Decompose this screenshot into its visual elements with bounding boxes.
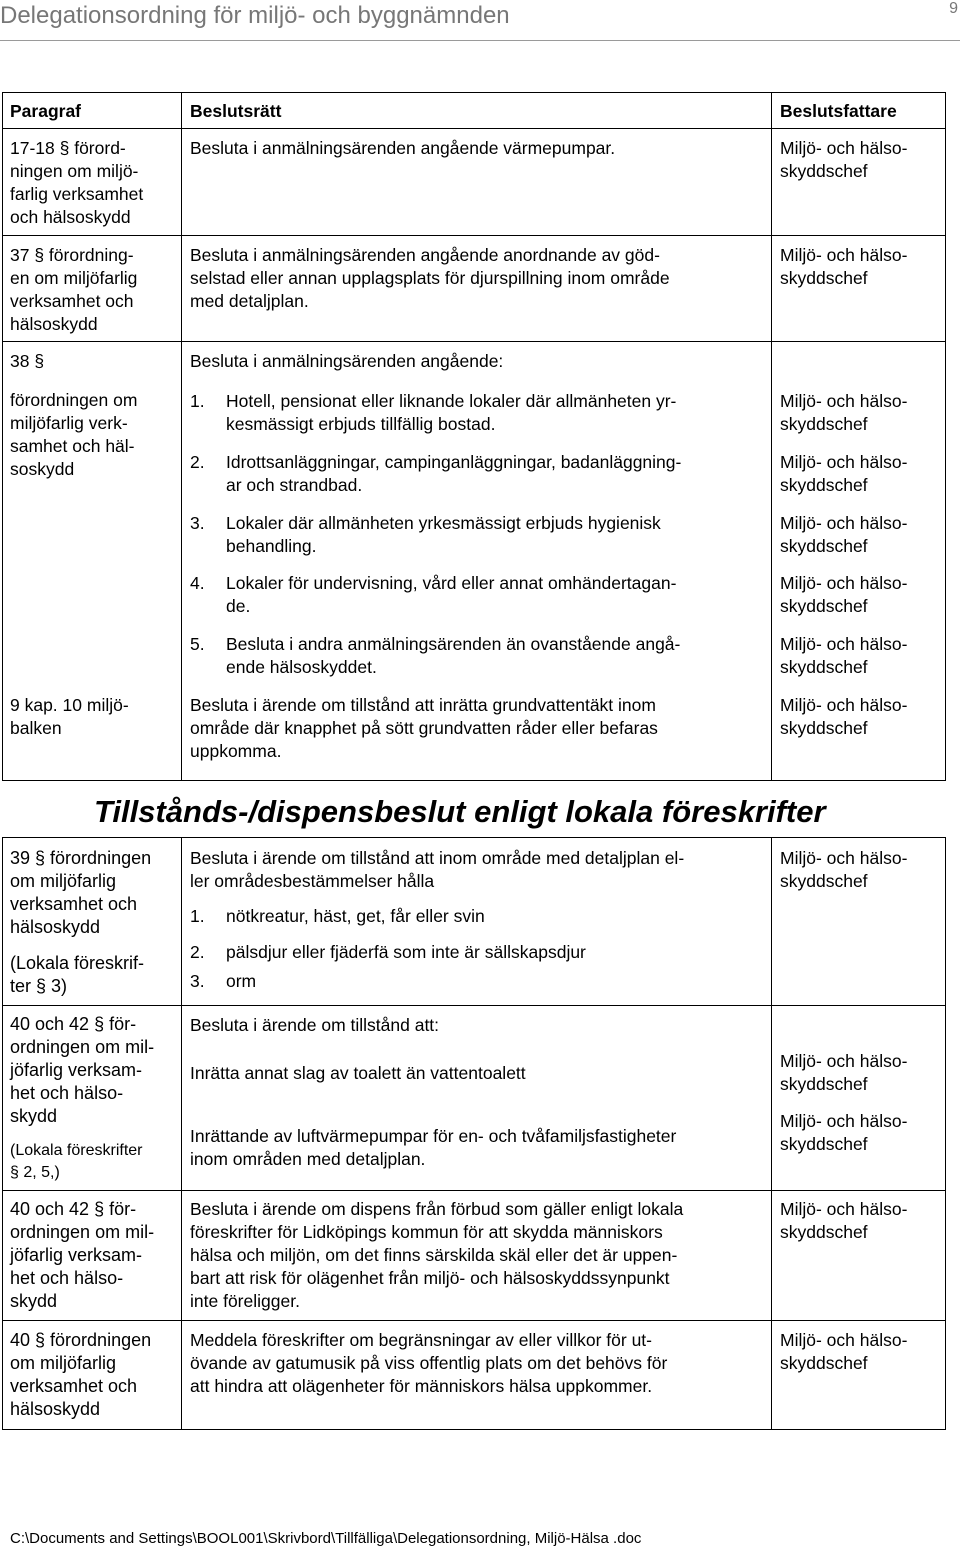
row-1-beslutsfattare: Miljö- och hälso- skyddschef bbox=[780, 138, 908, 181]
list-item-text: Idrottsanläggningar, campinganläggningar, badanläggning- ar och strandbad. bbox=[226, 452, 682, 495]
table-2-row-2-paragraf: 40 och 42 § för- ordningen om mil- jöfarlig verksam- het och hälso- skydd bbox=[10, 1014, 155, 1126]
table-1-col-divider-1 bbox=[181, 92, 182, 781]
row-2-beslutsfattare: Miljö- och hälso- skyddschef bbox=[780, 245, 908, 288]
list-item-number: 5. bbox=[190, 634, 205, 654]
table-1-col-divider-2 bbox=[771, 92, 772, 781]
table-2-row-2-sub-1-text: Inrätta annat slag av toalett än vattentoalett bbox=[190, 1063, 526, 1083]
list-item-number: 2. bbox=[190, 942, 205, 962]
list-item-number: 4. bbox=[190, 573, 205, 593]
list-item bbox=[190, 451, 765, 497]
table-2-row-3-paragraf: 40 och 42 § för- ordningen om mil- jöfarlig verksam- het och hälso- skydd bbox=[10, 1199, 155, 1311]
row-3-grundvatten-beslutsfattare: Miljö- och hälso- skyddschef bbox=[780, 695, 908, 738]
list-item-beslutsfattare: Miljö- och hälso- skyddschef bbox=[780, 452, 908, 495]
list-item-number: 1. bbox=[190, 391, 205, 411]
list-item-text: Lokaler för undervisning, vård eller annat omhändertagan- de. bbox=[226, 573, 677, 616]
row-3-paragraf-miljobalken: 9 kap. 10 miljö- balken bbox=[10, 695, 129, 738]
list-item bbox=[190, 390, 765, 436]
table-2-row-divider-1 bbox=[2, 1005, 946, 1006]
list-item-beslutsfattare: Miljö- och hälso- skyddschef bbox=[780, 513, 908, 556]
table-2-row-divider-3 bbox=[2, 1320, 946, 1321]
row-1-paragraf: 17-18 § förord- ningen om miljö- farlig verksamhet och hälsoskydd bbox=[10, 138, 144, 227]
section-heading: Tillstånds-/dispensbeslut enligt lokala föreskrifter bbox=[94, 794, 826, 829]
column-header-paragraf: Paragraf bbox=[10, 101, 82, 121]
list-item-text: pälsdjur eller fjäderfä som inte är sällskapsdjur bbox=[226, 942, 586, 962]
table-2-row-2-sub-2-beslutsfattare: Miljö- och hälso- skyddschef bbox=[780, 1111, 908, 1154]
column-header-beslutsfattare: Beslutsfattare bbox=[780, 101, 897, 121]
table-2-col-divider-2 bbox=[771, 837, 772, 1430]
list-item-number: 3. bbox=[190, 513, 205, 533]
list-item bbox=[190, 572, 765, 618]
document-title: Delegationsordning för miljö- och byggnämnden bbox=[0, 2, 510, 29]
table-2-row-2-sub-2-text: Inrättande av luftvärmepumpar för en- och tvåfamiljsfastigheter inom områden med detaljplan. bbox=[190, 1126, 677, 1169]
row-2-paragraf: 37 § förordning- en om miljöfarlig verksamhet och hälsoskydd bbox=[10, 245, 138, 334]
list-item bbox=[190, 512, 765, 558]
list-item-text: nötkreatur, häst, get, får eller svin bbox=[226, 906, 485, 926]
column-header-beslutsratt: Beslutsrätt bbox=[190, 101, 282, 121]
table-1-row-divider-2 bbox=[2, 341, 946, 342]
list-item bbox=[190, 633, 765, 679]
list-item-beslutsfattare: Miljö- och hälso- skyddschef bbox=[780, 391, 908, 434]
list-item-text: Lokaler där allmänheten yrkesmässigt erbjuds hygienisk behandling. bbox=[226, 513, 661, 556]
list-item bbox=[190, 970, 765, 994]
row-2-beslutsratt: Besluta i anmälningsärenden angående anordnande av göd- selstad eller annan upplagsplats för djurspillning inom område med detaljplan. bbox=[190, 245, 670, 311]
table-2-row-divider-2 bbox=[2, 1190, 946, 1191]
list-item-number: 3. bbox=[190, 971, 205, 991]
table-1-header-divider bbox=[2, 128, 946, 129]
table-2-row-1-text: Besluta i ärende om tillstånd att inom område med detaljplan el- ler områdesbestämmelser hålla bbox=[190, 848, 685, 891]
list-item-text: Hotell, pensionat eller liknande lokaler där allmänheten yr- kesmässigt erbjuds tillfällig bostad. bbox=[226, 391, 677, 434]
table-2-row-2-intro: Besluta i ärende om tillstånd att: bbox=[190, 1015, 440, 1035]
table-2-row-2-note: (Lokala föreskrifter § 2, 5,) bbox=[10, 1142, 143, 1181]
list-item bbox=[190, 905, 765, 929]
list-item-text: Besluta i andra anmälningsärenden än ovanstående angå- ende hälsoskyddet. bbox=[226, 634, 681, 677]
page-number: 9 bbox=[949, 0, 958, 17]
list-item bbox=[190, 941, 765, 965]
row-3-grundvatten-text: Besluta i ärende om tillstånd att inrätta grundvattentäkt inom område där knapphet på sött grundvatten råder eller befaras uppkomma. bbox=[190, 695, 658, 761]
table-2-row-1-note: (Lokala föreskrif- ter § 3) bbox=[10, 953, 145, 996]
table-2-row-4-text: Meddela föreskrifter om begränsningar av eller villkor för ut- övande av gatumusik på viss offentlig plats om det behövs för att hindra att olägenheter för människors hälsa uppkommer. bbox=[190, 1330, 668, 1396]
table-2-row-1-beslutsfattare: Miljö- och hälso- skyddschef bbox=[780, 848, 908, 891]
table-1-row-divider-1 bbox=[2, 235, 946, 236]
page-header bbox=[0, 0, 960, 34]
list-item-beslutsfattare: Miljö- och hälso- skyddschef bbox=[780, 573, 908, 616]
table-2-col-divider-1 bbox=[181, 837, 182, 1430]
row-3-intro: Besluta i anmälningsärenden angående: bbox=[190, 351, 504, 371]
header-divider bbox=[0, 40, 960, 41]
table-2-row-2-sub-1-beslutsfattare: Miljö- och hälso- skyddschef bbox=[780, 1051, 908, 1094]
table-2-row-4-beslutsfattare: Miljö- och hälso- skyddschef bbox=[780, 1330, 908, 1373]
list-item-number: 2. bbox=[190, 452, 205, 472]
list-item-text: orm bbox=[226, 971, 257, 991]
list-item-beslutsfattare: Miljö- och hälso- skyddschef bbox=[780, 634, 908, 677]
table-2-row-4-paragraf: 40 § förordningen om miljöfarlig verksamhet och hälsoskydd bbox=[10, 1330, 152, 1419]
list-item-number: 1. bbox=[190, 906, 205, 926]
table-2-row-1-paragraf: 39 § förordningen om miljöfarlig verksamhet och hälsoskydd bbox=[10, 848, 152, 937]
table-2-row-3-text: Besluta i ärende om dispens från förbud som gäller enligt lokala föreskrifter för Lidköpings kommun för att skydda människors hälsa och miljön, om det finns särskilda skäl eller det är uppen- bart att risk för olägenhet från miljö- och hälsoskyddssynpunkt inte föreligger. bbox=[190, 1199, 684, 1311]
table-2-row-3-beslutsfattare: Miljö- och hälso- skyddschef bbox=[780, 1199, 908, 1242]
footer-file-path: C:\Documents and Settings\BOOL001\Skrivbord\Tillfälliga\Delegationsordning, Miljö-Hälsa .doc bbox=[10, 1530, 642, 1547]
row-3-paragraf-source: förordningen om miljöfarlig verk- samhet och häl- soskydd bbox=[10, 390, 138, 479]
row-1-beslutsratt: Besluta i anmälningsärenden angående värmepumpar. bbox=[190, 138, 616, 158]
row-3-paragraf-number: 38 § bbox=[10, 351, 45, 371]
